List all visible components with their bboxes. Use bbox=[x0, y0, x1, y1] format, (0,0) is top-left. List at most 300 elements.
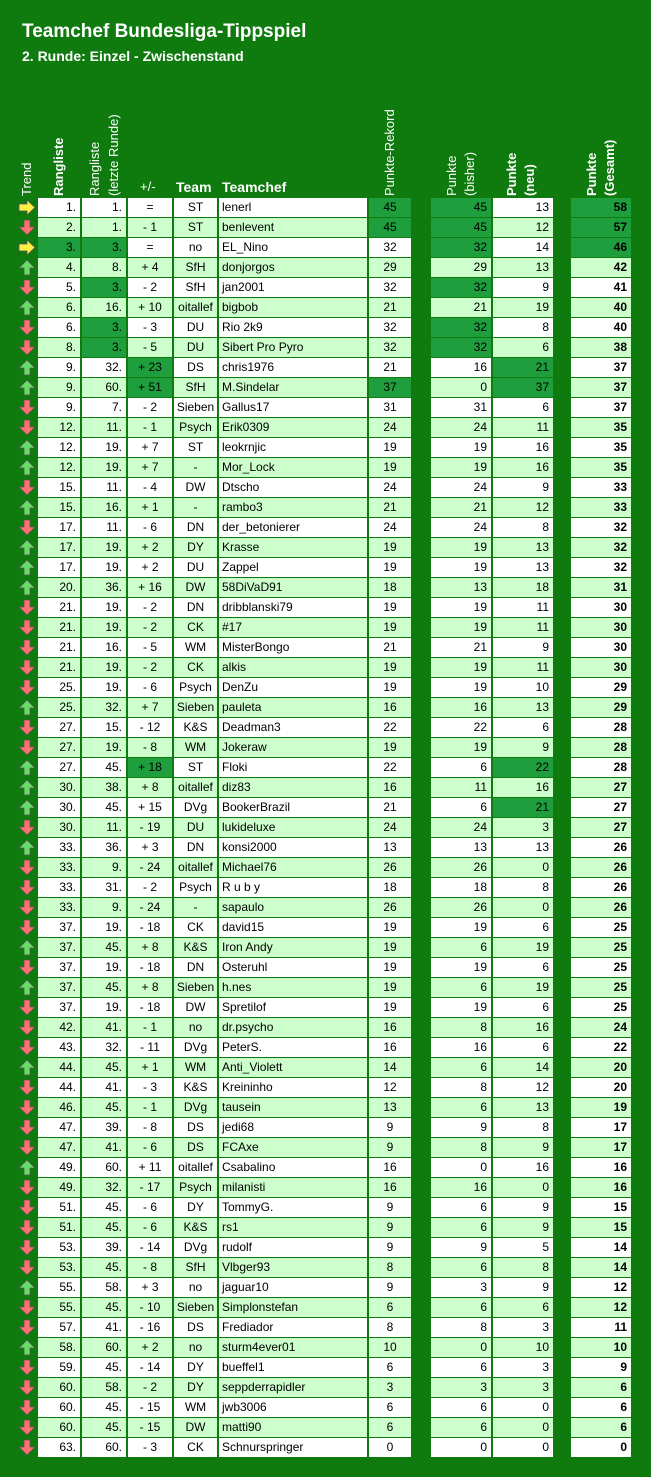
teamchef-cell: rambo3 bbox=[219, 498, 367, 517]
trend-down-icon bbox=[18, 879, 36, 896]
pts-prev-cell: 0 bbox=[431, 1158, 491, 1177]
table-row bbox=[0, 418, 651, 438]
table-row bbox=[0, 798, 651, 818]
pts-prev-cell: 16 bbox=[431, 1178, 491, 1197]
pts-total-cell: 35 bbox=[571, 438, 631, 457]
pts-new-cell: 13 bbox=[493, 558, 553, 577]
rank-prev-cell: 19. bbox=[82, 998, 126, 1017]
header-rank-prev-2: (letzte Runde) bbox=[106, 114, 121, 196]
pts-total-cell: 11 bbox=[571, 1318, 631, 1337]
pts-prev-cell: 24 bbox=[431, 518, 491, 537]
delta-cell: - 5 bbox=[128, 338, 172, 357]
delta-cell: + 18 bbox=[128, 758, 172, 777]
pts-prev-cell: 6 bbox=[431, 1298, 491, 1317]
pts-total-cell: 26 bbox=[571, 878, 631, 897]
rank-prev-cell: 45. bbox=[82, 1218, 126, 1237]
delta-cell: - 15 bbox=[128, 1418, 172, 1437]
pts-total-cell: 12 bbox=[571, 1298, 631, 1317]
pts-new-cell: 16 bbox=[493, 438, 553, 457]
record-cell: 19 bbox=[369, 618, 411, 637]
teamchef-cell: Jokeraw bbox=[219, 738, 367, 757]
trend-up-icon bbox=[18, 779, 36, 796]
rank-cell: 15. bbox=[38, 498, 80, 517]
rank-prev-cell: 60. bbox=[82, 1338, 126, 1357]
teamchef-cell: BookerBrazil bbox=[219, 798, 367, 817]
rank-prev-cell: 45. bbox=[82, 1198, 126, 1217]
trend-down-icon bbox=[18, 519, 36, 536]
team-cell: Psych bbox=[174, 418, 217, 437]
pts-prev-cell: 24 bbox=[431, 818, 491, 837]
header-team: Team bbox=[176, 179, 212, 195]
header-trend: Trend bbox=[19, 162, 34, 196]
rank-prev-cell: 41. bbox=[82, 1078, 126, 1097]
delta-cell: + 16 bbox=[128, 578, 172, 597]
table-row bbox=[0, 598, 651, 618]
table-row bbox=[0, 1198, 651, 1218]
pts-prev-cell: 45 bbox=[431, 198, 491, 217]
pts-total-cell: 26 bbox=[571, 858, 631, 877]
rank-prev-cell: 41. bbox=[82, 1018, 126, 1037]
delta-cell: + 3 bbox=[128, 1278, 172, 1297]
table-row bbox=[0, 698, 651, 718]
team-cell: DVg bbox=[174, 1098, 217, 1117]
rank-prev-cell: 11. bbox=[82, 518, 126, 537]
team-cell: DN bbox=[174, 518, 217, 537]
rank-cell: 60. bbox=[38, 1378, 80, 1397]
rank-prev-cell: 19. bbox=[82, 658, 126, 677]
trend-down-icon bbox=[18, 899, 36, 916]
trend-up-icon bbox=[18, 359, 36, 376]
header-pts-prev-1: Punkte bbox=[444, 155, 459, 196]
pts-new-cell: 11 bbox=[493, 598, 553, 617]
pts-prev-cell: 6 bbox=[431, 1098, 491, 1117]
trend-down-icon bbox=[18, 1079, 36, 1096]
pts-total-cell: 25 bbox=[571, 978, 631, 997]
team-cell: DW bbox=[174, 478, 217, 497]
delta-cell: - 3 bbox=[128, 1438, 172, 1457]
trend-down-icon bbox=[18, 999, 36, 1016]
record-cell: 8 bbox=[369, 1258, 411, 1277]
rank-cell: 15. bbox=[38, 478, 80, 497]
trend-up-icon bbox=[18, 759, 36, 776]
header-rank: Rangliste bbox=[51, 137, 66, 196]
table-row bbox=[0, 1158, 651, 1178]
pts-new-cell: 13 bbox=[493, 198, 553, 217]
record-cell: 19 bbox=[369, 458, 411, 477]
team-cell: WM bbox=[174, 738, 217, 757]
rank-cell: 27. bbox=[38, 758, 80, 777]
team-cell: no bbox=[174, 1278, 217, 1297]
delta-cell: - 11 bbox=[128, 1038, 172, 1057]
pts-total-cell: 28 bbox=[571, 738, 631, 757]
pts-prev-cell: 6 bbox=[431, 1258, 491, 1277]
rank-prev-cell: 45. bbox=[82, 1358, 126, 1377]
pts-total-cell: 25 bbox=[571, 958, 631, 977]
pts-prev-cell: 32 bbox=[431, 278, 491, 297]
pts-prev-cell: 3 bbox=[431, 1378, 491, 1397]
trend-down-icon bbox=[18, 1239, 36, 1256]
teamchef-cell: bueffel1 bbox=[219, 1358, 367, 1377]
trend-down-icon bbox=[18, 339, 36, 356]
delta-cell: - 19 bbox=[128, 818, 172, 837]
team-cell: Sieben bbox=[174, 698, 217, 717]
table-row bbox=[0, 1018, 651, 1038]
rank-cell: 60. bbox=[38, 1398, 80, 1417]
pts-total-cell: 17 bbox=[571, 1138, 631, 1157]
record-cell: 19 bbox=[369, 678, 411, 697]
rank-prev-cell: 19. bbox=[82, 958, 126, 977]
table-row bbox=[0, 1118, 651, 1138]
rank-prev-cell: 19. bbox=[82, 738, 126, 757]
table-row bbox=[0, 578, 651, 598]
trend-down-icon bbox=[18, 1039, 36, 1056]
trend-up-icon bbox=[18, 439, 36, 456]
record-cell: 32 bbox=[369, 338, 411, 357]
teamchef-cell: Mor_Lock bbox=[219, 458, 367, 477]
delta-cell: - 6 bbox=[128, 518, 172, 537]
record-cell: 19 bbox=[369, 978, 411, 997]
teamchef-cell: leokrnjic bbox=[219, 438, 367, 457]
table-row bbox=[0, 638, 651, 658]
pts-prev-cell: 0 bbox=[431, 1438, 491, 1457]
pts-prev-cell: 6 bbox=[431, 798, 491, 817]
rank-prev-cell: 19. bbox=[82, 458, 126, 477]
rank-prev-cell: 36. bbox=[82, 578, 126, 597]
rank-cell: 12. bbox=[38, 438, 80, 457]
pts-prev-cell: 32 bbox=[431, 338, 491, 357]
pts-prev-cell: 31 bbox=[431, 398, 491, 417]
table-row bbox=[0, 378, 651, 398]
teamchef-cell: Csabalino bbox=[219, 1158, 367, 1177]
pts-prev-cell: 26 bbox=[431, 898, 491, 917]
team-cell: DY bbox=[174, 1198, 217, 1217]
rank-prev-cell: 1. bbox=[82, 218, 126, 237]
rank-cell: 21. bbox=[38, 638, 80, 657]
rank-cell: 21. bbox=[38, 598, 80, 617]
page-title: Teamchef Bundesliga-Tippspiel bbox=[22, 21, 307, 42]
trend-up-icon bbox=[18, 559, 36, 576]
team-cell: DS bbox=[174, 358, 217, 377]
pts-new-cell: 11 bbox=[493, 658, 553, 677]
table-row bbox=[0, 1418, 651, 1438]
rank-prev-cell: 32. bbox=[82, 358, 126, 377]
record-cell: 24 bbox=[369, 418, 411, 437]
pts-new-cell: 6 bbox=[493, 718, 553, 737]
teamchef-cell: Gallus17 bbox=[219, 398, 367, 417]
pts-total-cell: 35 bbox=[571, 458, 631, 477]
trend-same-icon bbox=[18, 199, 36, 216]
pts-prev-cell: 32 bbox=[431, 238, 491, 257]
pts-total-cell: 57 bbox=[571, 218, 631, 237]
pts-new-cell: 8 bbox=[493, 1258, 553, 1277]
trend-up-icon bbox=[18, 939, 36, 956]
pts-total-cell: 6 bbox=[571, 1378, 631, 1397]
team-cell: CK bbox=[174, 658, 217, 677]
table-row bbox=[0, 338, 651, 358]
record-cell: 22 bbox=[369, 718, 411, 737]
teamchef-cell: Spretilof bbox=[219, 998, 367, 1017]
rank-cell: 30. bbox=[38, 778, 80, 797]
teamchef-cell: Osteruhl bbox=[219, 958, 367, 977]
rank-prev-cell: 45. bbox=[82, 978, 126, 997]
pts-total-cell: 40 bbox=[571, 318, 631, 337]
pts-new-cell: 16 bbox=[493, 458, 553, 477]
trend-down-icon bbox=[18, 419, 36, 436]
team-cell: DU bbox=[174, 338, 217, 357]
table-row bbox=[0, 738, 651, 758]
rank-cell: 6. bbox=[38, 318, 80, 337]
team-cell: DW bbox=[174, 1418, 217, 1437]
table-row bbox=[0, 218, 651, 238]
pts-total-cell: 27 bbox=[571, 798, 631, 817]
table-row bbox=[0, 1058, 651, 1078]
table-row bbox=[0, 1378, 651, 1398]
rank-cell: 8. bbox=[38, 338, 80, 357]
pts-new-cell: 6 bbox=[493, 958, 553, 977]
team-cell: K&S bbox=[174, 1078, 217, 1097]
pts-prev-cell: 11 bbox=[431, 778, 491, 797]
pts-total-cell: 37 bbox=[571, 398, 631, 417]
team-cell: - bbox=[174, 498, 217, 517]
teamchef-cell: EL_Nino bbox=[219, 238, 367, 257]
team-cell: DS bbox=[174, 1138, 217, 1157]
table-row bbox=[0, 658, 651, 678]
delta-cell: - 5 bbox=[128, 638, 172, 657]
record-cell: 24 bbox=[369, 818, 411, 837]
rank-cell: 37. bbox=[38, 938, 80, 957]
pts-new-cell: 6 bbox=[493, 918, 553, 937]
table-row bbox=[0, 298, 651, 318]
rank-cell: 9. bbox=[38, 398, 80, 417]
teamchef-cell: TommyG. bbox=[219, 1198, 367, 1217]
record-cell: 6 bbox=[369, 1298, 411, 1317]
pts-prev-cell: 19 bbox=[431, 998, 491, 1017]
team-cell: DW bbox=[174, 998, 217, 1017]
team-cell: Psych bbox=[174, 678, 217, 697]
team-cell: no bbox=[174, 1018, 217, 1037]
teamchef-cell: Floki bbox=[219, 758, 367, 777]
record-cell: 32 bbox=[369, 278, 411, 297]
team-cell: DS bbox=[174, 1118, 217, 1137]
rank-prev-cell: 60. bbox=[82, 1158, 126, 1177]
rank-cell: 57. bbox=[38, 1318, 80, 1337]
pts-total-cell: 16 bbox=[571, 1178, 631, 1197]
trend-down-icon bbox=[18, 1119, 36, 1136]
pts-new-cell: 9 bbox=[493, 278, 553, 297]
pts-prev-cell: 6 bbox=[431, 938, 491, 957]
table-row bbox=[0, 1258, 651, 1278]
rank-cell: 5. bbox=[38, 278, 80, 297]
trend-down-icon bbox=[18, 1219, 36, 1236]
header-record: Punkte-Rekord bbox=[382, 109, 397, 196]
delta-cell: + 11 bbox=[128, 1158, 172, 1177]
table-row bbox=[0, 458, 651, 478]
rank-prev-cell: 45. bbox=[82, 798, 126, 817]
rank-cell: 21. bbox=[38, 658, 80, 677]
table-row bbox=[0, 538, 651, 558]
pts-prev-cell: 16 bbox=[431, 1038, 491, 1057]
pts-new-cell: 0 bbox=[493, 898, 553, 917]
pts-new-cell: 16 bbox=[493, 1158, 553, 1177]
pts-total-cell: 6 bbox=[571, 1418, 631, 1437]
team-cell: DS bbox=[174, 1318, 217, 1337]
delta-cell: - 2 bbox=[128, 398, 172, 417]
table-row bbox=[0, 1398, 651, 1418]
pts-new-cell: 14 bbox=[493, 238, 553, 257]
rank-prev-cell: 32. bbox=[82, 1038, 126, 1057]
rank-prev-cell: 58. bbox=[82, 1278, 126, 1297]
record-cell: 21 bbox=[369, 498, 411, 517]
team-cell: WM bbox=[174, 1058, 217, 1077]
record-cell: 6 bbox=[369, 1398, 411, 1417]
pts-prev-cell: 32 bbox=[431, 318, 491, 337]
rank-cell: 27. bbox=[38, 738, 80, 757]
rank-prev-cell: 19. bbox=[82, 558, 126, 577]
rank-cell: 30. bbox=[38, 798, 80, 817]
pts-new-cell: 6 bbox=[493, 398, 553, 417]
pts-new-cell: 9 bbox=[493, 1198, 553, 1217]
pts-new-cell: 3 bbox=[493, 1318, 553, 1337]
pts-total-cell: 12 bbox=[571, 1278, 631, 1297]
pts-total-cell: 37 bbox=[571, 358, 631, 377]
delta-cell: - 18 bbox=[128, 918, 172, 937]
pts-prev-cell: 19 bbox=[431, 598, 491, 617]
team-cell: no bbox=[174, 238, 217, 257]
record-cell: 10 bbox=[369, 1338, 411, 1357]
rank-cell: 44. bbox=[38, 1058, 80, 1077]
rank-cell: 27. bbox=[38, 718, 80, 737]
record-cell: 9 bbox=[369, 1118, 411, 1137]
rank-cell: 51. bbox=[38, 1198, 80, 1217]
rank-prev-cell: 15. bbox=[82, 718, 126, 737]
rank-prev-cell: 19. bbox=[82, 618, 126, 637]
team-cell: DN bbox=[174, 598, 217, 617]
team-cell: K&S bbox=[174, 1218, 217, 1237]
table-row bbox=[0, 518, 651, 538]
delta-cell: - 2 bbox=[128, 598, 172, 617]
table-row bbox=[0, 1218, 651, 1238]
trend-down-icon bbox=[18, 819, 36, 836]
rank-prev-cell: 39. bbox=[82, 1118, 126, 1137]
team-cell: K&S bbox=[174, 938, 217, 957]
teamchef-cell: Dtscho bbox=[219, 478, 367, 497]
delta-cell: - 10 bbox=[128, 1298, 172, 1317]
pts-prev-cell: 6 bbox=[431, 1398, 491, 1417]
rank-prev-cell: 9. bbox=[82, 898, 126, 917]
record-cell: 26 bbox=[369, 898, 411, 917]
rank-prev-cell: 41. bbox=[82, 1138, 126, 1157]
record-cell: 9 bbox=[369, 1278, 411, 1297]
teamchef-cell: Schnurspringer bbox=[219, 1438, 367, 1457]
rank-prev-cell: 38. bbox=[82, 778, 126, 797]
teamchef-cell: donjorgos bbox=[219, 258, 367, 277]
table-row bbox=[0, 778, 651, 798]
rank-prev-cell: 3. bbox=[82, 278, 126, 297]
table-row bbox=[0, 498, 651, 518]
pts-prev-cell: 8 bbox=[431, 1318, 491, 1337]
trend-down-icon bbox=[18, 1439, 36, 1456]
record-cell: 16 bbox=[369, 698, 411, 717]
pts-prev-cell: 19 bbox=[431, 918, 491, 937]
pts-new-cell: 3 bbox=[493, 1358, 553, 1377]
rank-cell: 49. bbox=[38, 1178, 80, 1197]
rank-prev-cell: 19. bbox=[82, 918, 126, 937]
rank-prev-cell: 45. bbox=[82, 1098, 126, 1117]
teamchef-cell: jedi68 bbox=[219, 1118, 367, 1137]
team-cell: DVg bbox=[174, 1038, 217, 1057]
delta-cell: - 8 bbox=[128, 738, 172, 757]
delta-cell: + 1 bbox=[128, 498, 172, 517]
pts-prev-cell: 29 bbox=[431, 258, 491, 277]
pts-prev-cell: 21 bbox=[431, 498, 491, 517]
trend-up-icon bbox=[18, 1159, 36, 1176]
record-cell: 19 bbox=[369, 738, 411, 757]
pts-total-cell: 28 bbox=[571, 758, 631, 777]
pts-new-cell: 6 bbox=[493, 338, 553, 357]
record-cell: 26 bbox=[369, 858, 411, 877]
table-row bbox=[0, 898, 651, 918]
teamchef-cell: Deadman3 bbox=[219, 718, 367, 737]
record-cell: 6 bbox=[369, 1418, 411, 1437]
rank-cell: 6. bbox=[38, 298, 80, 317]
rank-prev-cell: 45. bbox=[82, 1398, 126, 1417]
delta-cell: - 14 bbox=[128, 1238, 172, 1257]
teamchef-cell: matti90 bbox=[219, 1418, 367, 1437]
rank-prev-cell: 60. bbox=[82, 1438, 126, 1457]
delta-cell: - 14 bbox=[128, 1358, 172, 1377]
rank-prev-cell: 8. bbox=[82, 258, 126, 277]
pts-total-cell: 37 bbox=[571, 378, 631, 397]
record-cell: 13 bbox=[369, 838, 411, 857]
team-cell: CK bbox=[174, 1438, 217, 1457]
delta-cell: - 15 bbox=[128, 1398, 172, 1417]
pts-new-cell: 10 bbox=[493, 1338, 553, 1357]
teamchef-cell: seppderrapidler bbox=[219, 1378, 367, 1397]
teamchef-cell: sturm4ever01 bbox=[219, 1338, 367, 1357]
rank-cell: 53. bbox=[38, 1258, 80, 1277]
table-row bbox=[0, 1098, 651, 1118]
teamchef-cell: PeterS. bbox=[219, 1038, 367, 1057]
delta-cell: + 2 bbox=[128, 1338, 172, 1357]
trend-down-icon bbox=[18, 619, 36, 636]
teamchef-cell: FCAxe bbox=[219, 1138, 367, 1157]
pts-prev-cell: 8 bbox=[431, 1138, 491, 1157]
pts-total-cell: 16 bbox=[571, 1158, 631, 1177]
pts-new-cell: 12 bbox=[493, 218, 553, 237]
team-cell: ST bbox=[174, 198, 217, 217]
team-cell: oitallef bbox=[174, 858, 217, 877]
trend-up-icon bbox=[18, 459, 36, 476]
trend-up-icon bbox=[18, 699, 36, 716]
delta-cell: - 2 bbox=[128, 658, 172, 677]
pts-total-cell: 15 bbox=[571, 1218, 631, 1237]
rank-prev-cell: 7. bbox=[82, 398, 126, 417]
team-cell: DU bbox=[174, 558, 217, 577]
pts-total-cell: 29 bbox=[571, 698, 631, 717]
table-row bbox=[0, 998, 651, 1018]
rank-prev-cell: 11. bbox=[82, 818, 126, 837]
delta-cell: - 1 bbox=[128, 1018, 172, 1037]
pts-prev-cell: 18 bbox=[431, 878, 491, 897]
rank-cell: 9. bbox=[38, 378, 80, 397]
pts-new-cell: 21 bbox=[493, 358, 553, 377]
team-cell: ST bbox=[174, 218, 217, 237]
delta-cell: - 8 bbox=[128, 1118, 172, 1137]
table-row bbox=[0, 258, 651, 278]
pts-new-cell: 0 bbox=[493, 858, 553, 877]
trend-down-icon bbox=[18, 319, 36, 336]
rank-cell: 4. bbox=[38, 258, 80, 277]
